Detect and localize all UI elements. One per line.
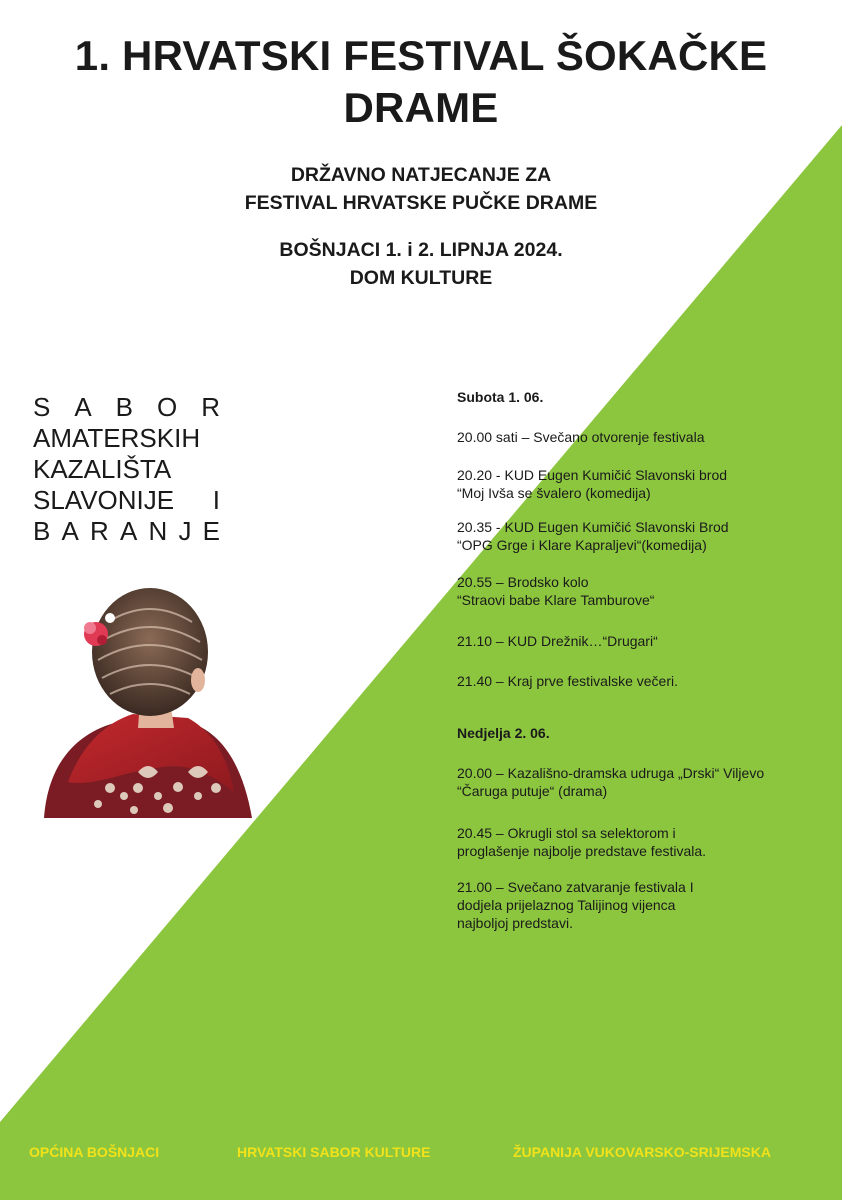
organizer-name-part: R	[201, 392, 220, 422]
organizer-name-part: KAZALIŠTA	[33, 454, 172, 484]
organizer-name-line	[33, 454, 220, 485]
organizer-name-line	[33, 485, 220, 516]
organizer-name-part: B	[33, 516, 51, 546]
organizer-name-part: A	[74, 392, 92, 422]
program-entry	[457, 518, 729, 554]
competition-subtitle	[0, 161, 842, 217]
subtitle-line: DRŽAVNO NATJECANJE ZA	[290, 164, 552, 186]
program-entry	[457, 573, 654, 609]
program-entry	[457, 428, 705, 446]
program-entry-line: “Straovi babe Klare Tamburove“	[457, 592, 655, 608]
program-entry	[457, 824, 706, 860]
folk-costume-woman-illustration	[38, 582, 256, 818]
program-entry-line: 21.10 – KUD Drežnik…“Drugari“	[457, 633, 658, 649]
program-entry-line: 20.20 - KUD Eugen Kumičić Slavonski brod	[457, 467, 728, 483]
organizer-name-part: O	[156, 392, 178, 422]
organizer-name-line	[33, 423, 220, 454]
program-entry-line: najboljoj predstavi.	[457, 915, 573, 931]
organizer-name-part: I	[212, 485, 220, 515]
program-entry	[457, 764, 764, 800]
program-entry-line: 21.40 – Kraj prve festivalske večeri.	[457, 673, 678, 689]
organizer-name-part: B	[115, 392, 133, 422]
organizer-name-part: R	[90, 516, 109, 546]
organizer-name-part: E	[202, 516, 220, 546]
organizer-name-part: N	[148, 516, 168, 546]
program-day-heading: Nedjelja 2. 06.	[457, 725, 550, 741]
organizer-name-block	[33, 392, 220, 547]
festival-title	[0, 30, 842, 134]
organizer-name-line	[33, 392, 220, 423]
footer-organizer-county: ŽUPANIJA VUKOVARSKO-SRIJEMSKA	[513, 1144, 771, 1160]
program-entry	[457, 466, 727, 502]
program-entry-line: 20.00 sati – Svečano otvorenje festivala	[457, 429, 705, 445]
organizer-name-part: A	[119, 516, 138, 546]
subtitle-line: FESTIVAL HRVATSKE PUČKE DRAME	[244, 192, 598, 214]
program-entry-line: proglašenje najbolje predstave festivala.	[457, 843, 707, 859]
program-entry-line: 20.35 - KUD Eugen Kumičić Slavonski Brod	[457, 519, 729, 535]
program-entry-line: 20.00 – Kazališno-dramska udruga „Drski“ Viljevo	[457, 765, 765, 781]
program-entry-line: 20.45 – Okrugli stol sa selektorom i	[457, 825, 676, 841]
date-and-venue	[0, 236, 842, 292]
title-line: DRAME	[343, 84, 499, 131]
footer-organizer-culture-council: HRVATSKI SABOR KULTURE	[237, 1144, 431, 1160]
title-line: 1. HRVATSKI FESTIVAL ŠOKAČKE	[74, 32, 768, 79]
program-entry-line: 21.00 – Svečano zatvaranje festivala I	[457, 879, 694, 895]
date-line: BOŠNJACI 1. i 2. LIPNJA 2024.	[279, 239, 563, 261]
program-entry-line: 20.55 – Brodsko kolo	[457, 574, 589, 590]
organizer-name-part: J	[178, 516, 192, 546]
organizer-name-line	[33, 516, 220, 547]
program-entry-line: dodjela prijelaznog Talijinog vijenca	[457, 897, 676, 913]
program-entry-line: “Moj Ivša se švalero (komedija)	[457, 485, 651, 501]
program-entry	[457, 632, 658, 650]
organizer-name-part: SLAVONIJE	[33, 485, 175, 515]
footer-organizer-municipality: OPĆINA BOŠNJACI	[29, 1144, 160, 1160]
organizer-name-part: AMATERSKIH	[33, 423, 201, 453]
program-entry-line: “Čaruga putuje“ (drama)	[457, 783, 608, 799]
program-entry	[457, 878, 694, 932]
organizer-name-part: S	[33, 392, 51, 422]
program-day-heading: Subota 1. 06.	[457, 389, 544, 405]
venue-line: DOM KULTURE	[349, 267, 493, 289]
program-entry	[457, 672, 678, 690]
organizer-name-part: A	[61, 516, 79, 546]
program-entry-line: “OPG Grge i Klare Kapraljevi“(komedija)	[457, 537, 707, 553]
